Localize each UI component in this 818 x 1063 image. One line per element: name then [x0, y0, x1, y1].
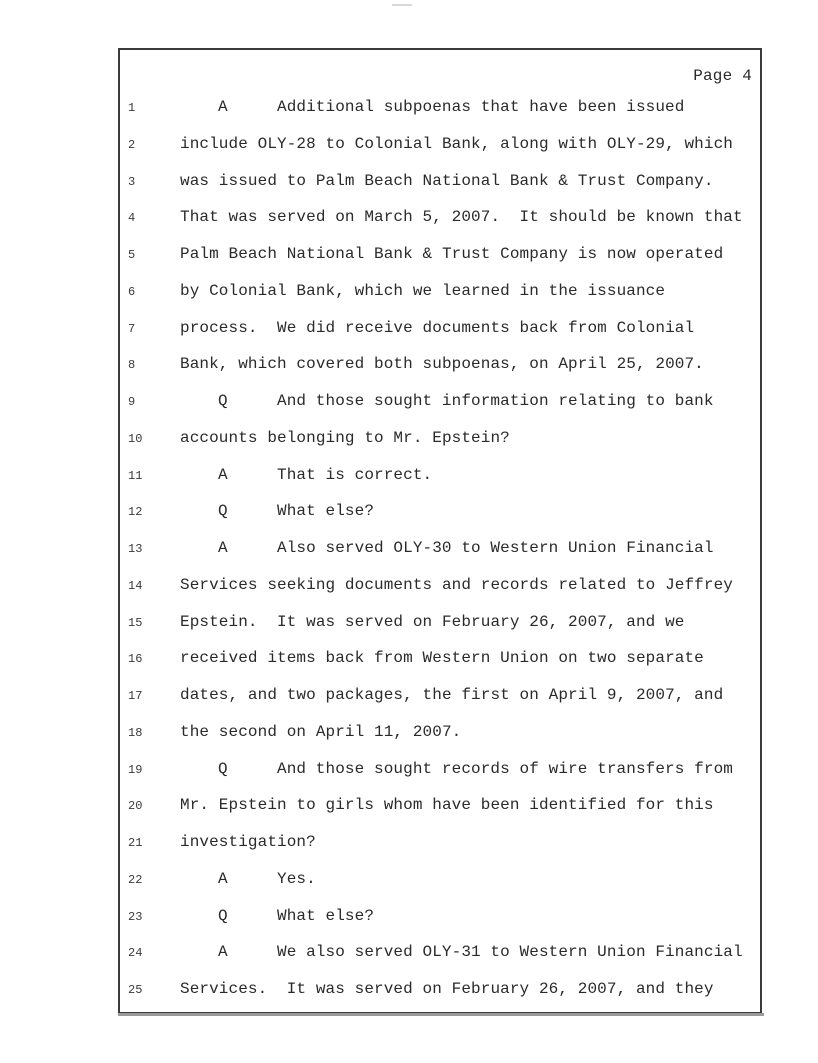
transcript-line [0, 355, 818, 383]
line-number: 7 [128, 321, 136, 336]
transcript-line [0, 429, 818, 457]
line-number: 23 [128, 909, 143, 924]
line-text: That was served on March 5, 2007. It should be known that [180, 208, 743, 227]
line-text: And those sought information relating to bank [277, 392, 714, 410]
transcript-line [0, 502, 818, 530]
line-number: 22 [128, 872, 143, 887]
line-number: 15 [128, 615, 143, 630]
line-text: the second on April 11, 2007. [180, 722, 462, 741]
line-number: 4 [128, 211, 136, 226]
line-number: 21 [128, 836, 143, 850]
transcript-line [0, 392, 818, 420]
transcript-line [0, 576, 818, 604]
line-number: 25 [128, 983, 143, 997]
speaker-label: A [218, 98, 228, 116]
line-text: received items back from Western Union on two separate [180, 649, 704, 668]
line-text: Epstein. It was served on February 26, 2007, and we [180, 612, 685, 631]
transcript-line [0, 466, 818, 494]
line-text: What else? [277, 906, 375, 925]
line-number: 17 [128, 689, 143, 703]
line-number: 5 [128, 248, 136, 262]
transcript-line [0, 943, 818, 971]
transcript-line [0, 319, 818, 347]
transcript-line [0, 870, 818, 898]
line-number: 16 [128, 652, 143, 667]
line-text: was issued to Palm Beach National Bank & Trust Company. [180, 171, 714, 190]
line-text: include OLY-28 to Colonial Bank, along with OLY-29, which [180, 134, 733, 153]
transcript-line [0, 135, 818, 163]
line-number: 20 [128, 799, 143, 814]
speaker-label: A [218, 943, 228, 962]
line-text: Additional subpoenas that have been issued [277, 98, 685, 116]
speaker-label: Q [218, 502, 228, 521]
line-text: We also served OLY-31 to Western Union Financial [277, 943, 743, 962]
line-text: Services seeking documents and records related to Jeffrey [180, 575, 733, 594]
line-text: Palm Beach National Bank & Trust Company is now operated [180, 245, 724, 263]
line-number: 18 [128, 725, 143, 740]
line-text: Bank, which covered both subpoenas, on April 25, 2007. [180, 355, 704, 374]
line-number: 2 [128, 137, 136, 152]
line-number: 19 [128, 762, 143, 777]
speaker-label: Q [218, 906, 228, 925]
line-text: Services. It was served on February 26, 2007, and they [180, 980, 714, 998]
scan-mark [392, 4, 412, 6]
transcript-line [0, 245, 818, 273]
transcript-line [0, 539, 818, 567]
speaker-label: A [218, 869, 228, 888]
line-text: Also served OLY-30 to Western Union Financial [277, 539, 714, 557]
transcript-line [0, 208, 818, 236]
transcript-line [0, 649, 818, 677]
line-number: 9 [128, 395, 136, 409]
speaker-label: A [218, 539, 228, 557]
line-text: That is correct. [277, 465, 433, 484]
line-text: by Colonial Bank, which we learned in the issuance [180, 281, 666, 300]
line-text: Yes. [277, 869, 316, 888]
line-text: dates, and two packages, the first on April 9, 2007, and [180, 686, 724, 704]
line-text: Mr. Epstein to girls whom have been identified for this [180, 796, 714, 815]
speaker-label: A [218, 465, 228, 484]
line-number: 8 [128, 358, 136, 373]
transcript-line [0, 796, 818, 824]
line-number: 3 [128, 174, 136, 189]
transcript-line [0, 98, 818, 126]
transcript-line [0, 980, 818, 1008]
line-number: 12 [128, 505, 143, 520]
transcript-line [0, 613, 818, 641]
transcript-line [0, 723, 818, 751]
transcript-line [0, 686, 818, 714]
line-text: And those sought records of wire transfers from [277, 759, 733, 778]
transcript-line [0, 760, 818, 788]
line-number: 11 [128, 468, 143, 483]
line-text: process. We did receive documents back from Colonial [180, 318, 695, 337]
line-number: 14 [128, 578, 143, 593]
speaker-label: Q [218, 392, 228, 410]
line-number: 13 [128, 542, 143, 556]
speaker-label: Q [218, 759, 228, 778]
transcript-line [0, 833, 818, 861]
page-border-shadow [118, 1013, 764, 1016]
line-number: 10 [128, 431, 143, 446]
transcript-line [0, 907, 818, 935]
transcript-line [0, 282, 818, 310]
line-number: 1 [128, 101, 136, 115]
transcript-line [0, 172, 818, 200]
line-text: What else? [277, 502, 375, 521]
page-number: Page 4 [693, 67, 752, 85]
line-text: investigation? [180, 833, 316, 851]
line-text: accounts belonging to Mr. Epstein? [180, 428, 510, 447]
line-number: 6 [128, 284, 136, 299]
line-number: 24 [128, 946, 143, 961]
